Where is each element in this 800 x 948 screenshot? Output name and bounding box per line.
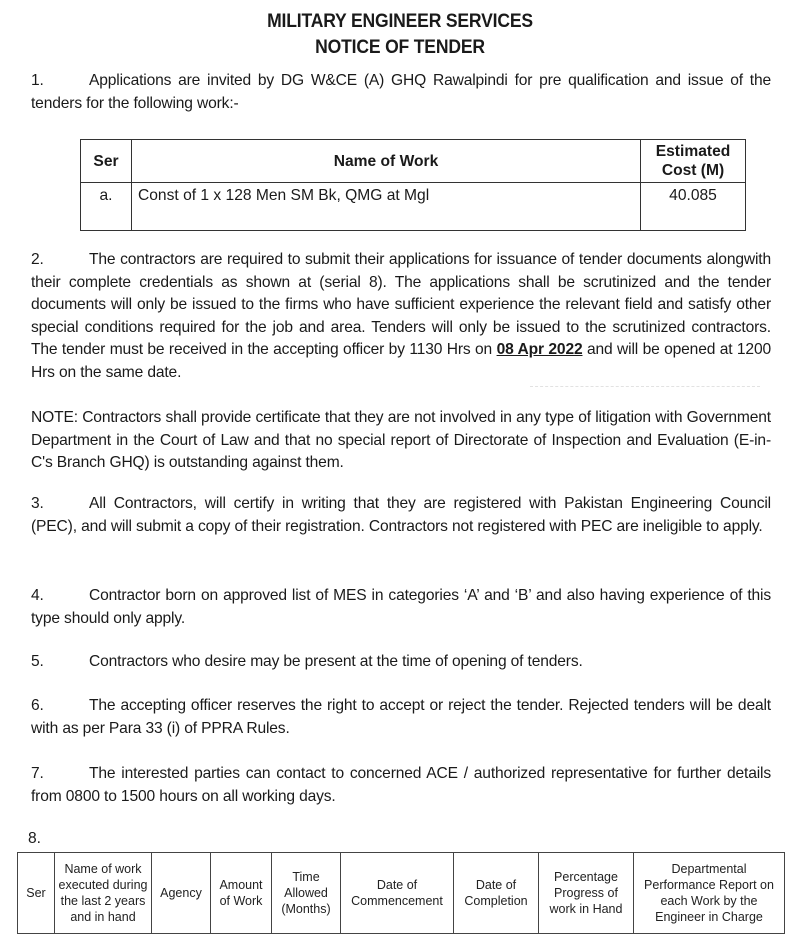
cell-name-of-work: Const of 1 x 128 Men SM Bk, QMG at Mgl (132, 183, 641, 231)
document-title: MILITARY ENGINEER SERVICES (267, 10, 533, 32)
paragraph-text: The contractors are required to submit their applications for issuance of tender documents alongwith their complete credentials as shown at (serial 8). The applications shall be scrutinized and the tender documents will only be issued to the firms who have sufficient experience the relevant field and satisfy other special conditions required for the job and area. Tenders will only be issued to the scrutinized contractors. The tender must be received in the accepting officer by 1130 Hrs on (31, 251, 771, 358)
header-date-of-commencement: Date of Commencement (341, 853, 454, 934)
paragraph-text-continued: and will be opened at 1200 Hrs on the same date. (31, 341, 772, 381)
cell-ser: a. (81, 183, 132, 231)
paragraph-4 (31, 585, 771, 630)
paragraph-number: 5. (31, 653, 44, 670)
header-ser: Ser (81, 140, 132, 183)
header-agency: Agency (152, 853, 211, 934)
header-estimated-cost: Estimated Cost (M) (641, 140, 746, 183)
document-subtitle: NOTICE OF TENDER (315, 36, 485, 58)
paragraph-7 (31, 763, 771, 808)
paragraph-number: 2. (31, 251, 44, 268)
submission-date: 08 Apr 2022 (496, 341, 583, 358)
paragraph-text: Applications are invited by DG W&CE (A) GHQ Rawalpindi for pre qualification and issue of the tenders for the following work:- (31, 72, 771, 112)
note-paragraph: NOTE: Contractors shall provide certificate that they are not involved in any type of litigation with Government Department in the Court of Law and that no special report of Directorate of Inspection and Evaluation (E-in-C's Branch GHQ) is outstanding against them. (31, 409, 771, 471)
paragraph-5 (31, 651, 771, 674)
header-amount-of-work: Amount of Work (211, 853, 272, 934)
scan-artifact-line (530, 386, 760, 388)
paragraph-number: 7. (31, 765, 44, 782)
header-performance-report: Departmental Performance Report on each Work by the Engineer in Charge (634, 853, 785, 934)
paragraph-text: The interested parties can contact to concerned ACE / authorized representative for further details from 0800 to 1500 hours on all working days. (31, 765, 771, 805)
paragraph-6 (31, 695, 771, 740)
credentials-table (17, 852, 785, 934)
paragraph-2 (31, 249, 771, 384)
paragraph-number: 6. (31, 697, 44, 714)
header-percentage-progress: Percentage Progress of work in Hand (539, 853, 634, 934)
paragraph-text: Contractors who desire may be present at the time of opening of tenders. (89, 653, 583, 670)
paragraph-number: 1. (31, 72, 44, 89)
section-8-number: 8. (28, 830, 42, 847)
cell-estimated-cost: 40.085 (641, 183, 746, 231)
paragraph-1 (31, 70, 771, 115)
table-header-row (81, 140, 746, 183)
table-row (81, 183, 746, 231)
header-name-of-work: Name of Work (132, 140, 641, 183)
header-date-of-completion: Date of Completion (454, 853, 539, 934)
header-time-allowed: Time Allowed (Months) (272, 853, 341, 934)
works-table (80, 139, 746, 231)
paragraph-text: Contractor born on approved list of MES in categories ‘A’ and ‘B’ and also having experience of this type should only apply. (31, 587, 771, 627)
paragraph-number: 4. (31, 587, 44, 604)
table-header-row (18, 853, 785, 934)
paragraph-text: All Contractors, will certify in writing that they are registered with Pakistan Engineering Council (PEC), and will submit a copy of their registration. Contractors not registered with PEC are ineligible to apply. (31, 495, 771, 535)
paragraph-3 (31, 493, 771, 538)
paragraph-number: 3. (31, 495, 44, 512)
header-ser: Ser (18, 853, 55, 934)
header-name-of-work-executed: Name of work executed during the last 2 years and in hand (55, 853, 152, 934)
paragraph-text: The accepting officer reserves the right to accept or reject the tender. Rejected tenders will be dealt with as per Para 33 (i) of PPRA Rules. (31, 697, 771, 737)
